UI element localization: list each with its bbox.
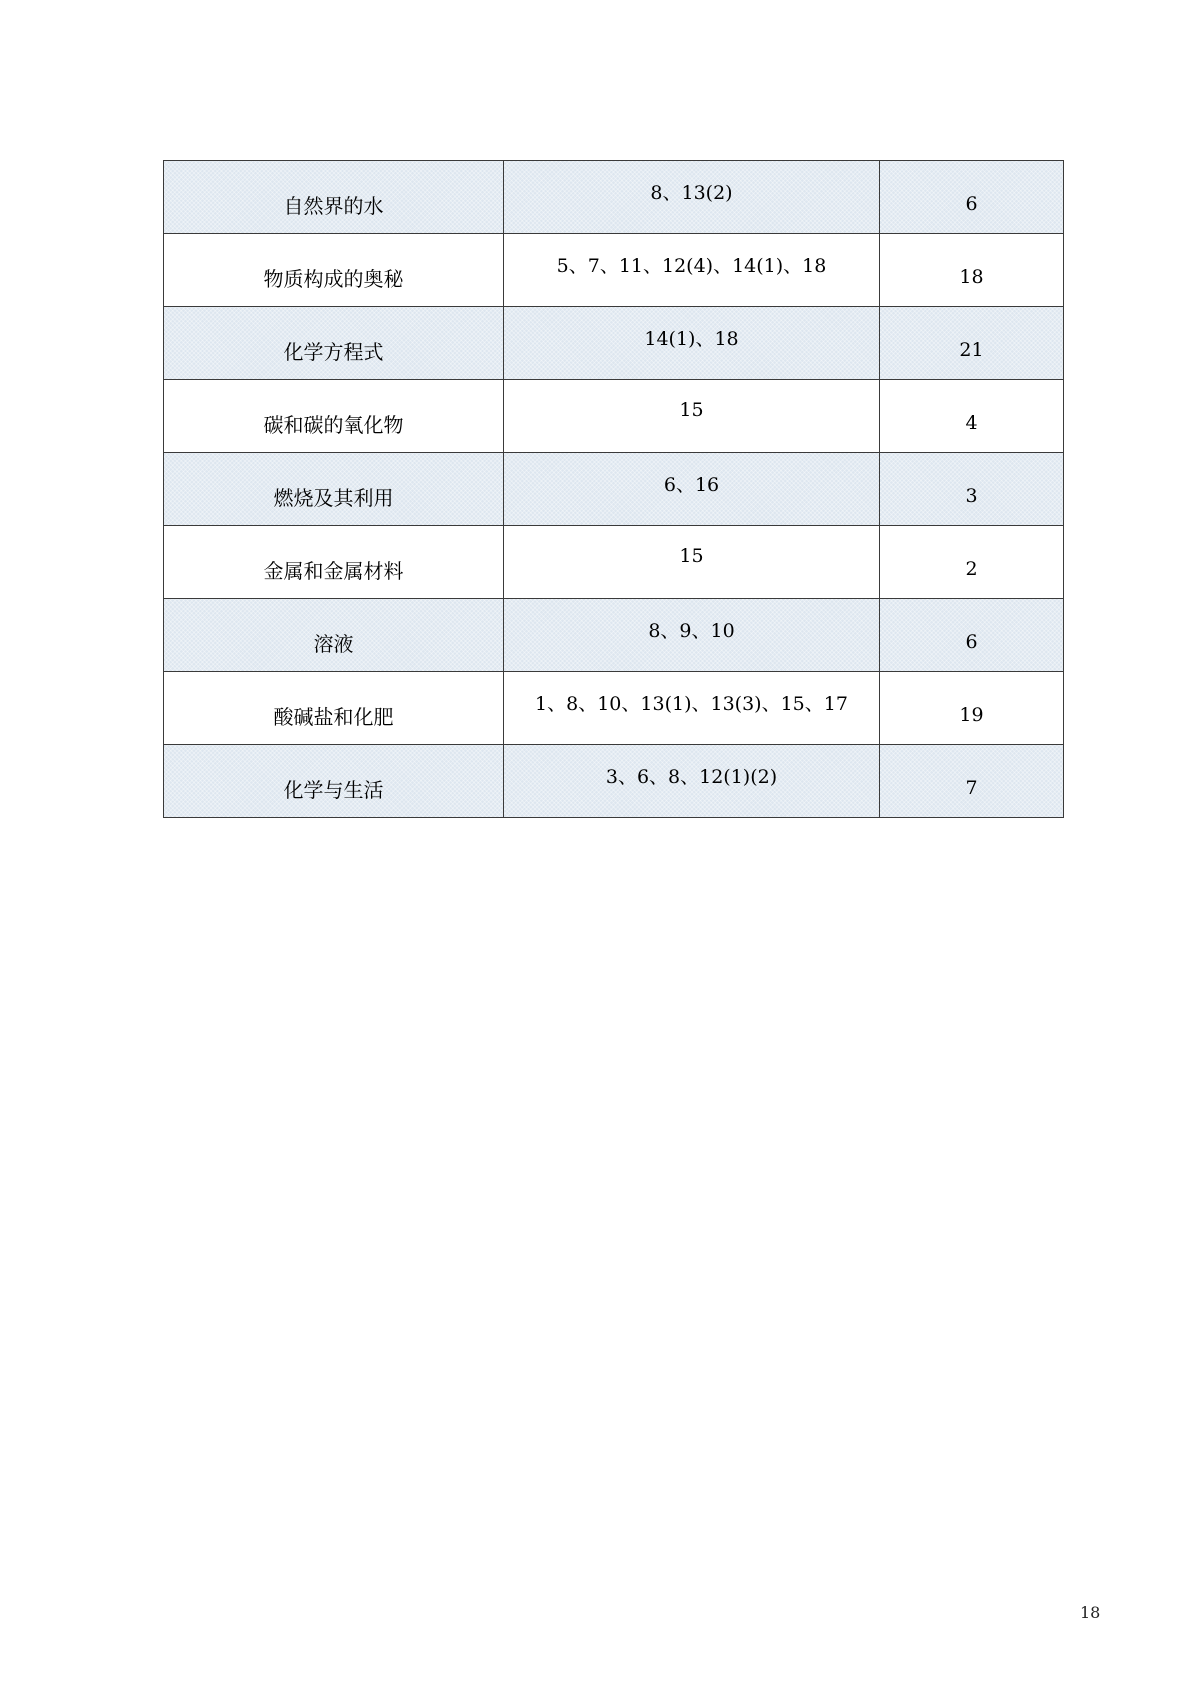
questions-text: 15 <box>679 545 704 567</box>
table-row <box>164 234 1064 307</box>
score-cell <box>880 672 1064 745</box>
questions-text: 8、13(2) <box>650 181 733 204</box>
topic-cell <box>164 234 504 307</box>
questions-cell <box>504 745 880 818</box>
table-row <box>164 745 1064 818</box>
score-cell <box>880 234 1064 307</box>
score-text: 21 <box>959 339 984 361</box>
topic-text: 化学方程式 <box>283 339 384 364</box>
table-row <box>164 161 1064 234</box>
questions-cell <box>504 453 880 526</box>
topic-cell <box>164 453 504 526</box>
table-row <box>164 453 1064 526</box>
questions-cell <box>504 307 880 380</box>
table-row <box>164 526 1064 599</box>
score-cell <box>880 745 1064 818</box>
score-cell <box>880 526 1064 599</box>
topic-text: 金属和金属材料 <box>263 558 404 583</box>
questions-text: 5、7、11、12(4)、14(1)、18 <box>556 254 827 277</box>
topic-text: 物质构成的奥秘 <box>263 266 404 291</box>
score-text: 19 <box>959 704 984 726</box>
questions-text: 14(1)、18 <box>644 327 739 350</box>
score-cell <box>880 453 1064 526</box>
score-text: 6 <box>965 631 978 653</box>
score-cell <box>880 380 1064 453</box>
score-cell <box>880 599 1064 672</box>
questions-cell <box>504 526 880 599</box>
topic-text: 燃烧及其利用 <box>273 485 394 510</box>
questions-cell <box>504 599 880 672</box>
score-text: 4 <box>965 412 978 434</box>
table-row <box>164 672 1064 745</box>
questions-cell <box>504 234 880 307</box>
questions-cell <box>504 161 880 234</box>
table-row <box>164 307 1064 380</box>
topic-cell <box>164 672 504 745</box>
questions-cell <box>504 672 880 745</box>
page-number: 18 <box>1080 1603 1101 1622</box>
table-row <box>164 380 1064 453</box>
score-text: 18 <box>959 266 984 288</box>
questions-text: 8、9、10 <box>648 619 735 642</box>
score-text: 6 <box>965 193 978 215</box>
table-row <box>164 599 1064 672</box>
topic-cell <box>164 380 504 453</box>
score-text: 2 <box>965 558 978 580</box>
score-cell <box>880 307 1064 380</box>
topic-text: 自然界的水 <box>283 193 384 218</box>
topic-cell <box>164 745 504 818</box>
questions-text: 6、16 <box>663 473 720 496</box>
topic-text: 碳和碳的氧化物 <box>263 412 404 437</box>
score-cell <box>880 161 1064 234</box>
score-text: 3 <box>965 485 978 507</box>
topic-score-table <box>163 160 1064 818</box>
score-text: 7 <box>965 777 978 799</box>
topic-cell <box>164 161 504 234</box>
topic-cell <box>164 526 504 599</box>
topic-text: 酸碱盐和化肥 <box>273 704 394 729</box>
questions-text: 15 <box>679 399 704 421</box>
topic-text: 溶液 <box>313 631 354 656</box>
topic-cell <box>164 599 504 672</box>
questions-text: 3、6、8、12(1)(2) <box>605 765 778 788</box>
questions-cell <box>504 380 880 453</box>
topic-text: 化学与生活 <box>283 777 384 802</box>
questions-text: 1、8、10、13(1)、13(3)、15、17 <box>535 692 848 715</box>
topic-cell <box>164 307 504 380</box>
